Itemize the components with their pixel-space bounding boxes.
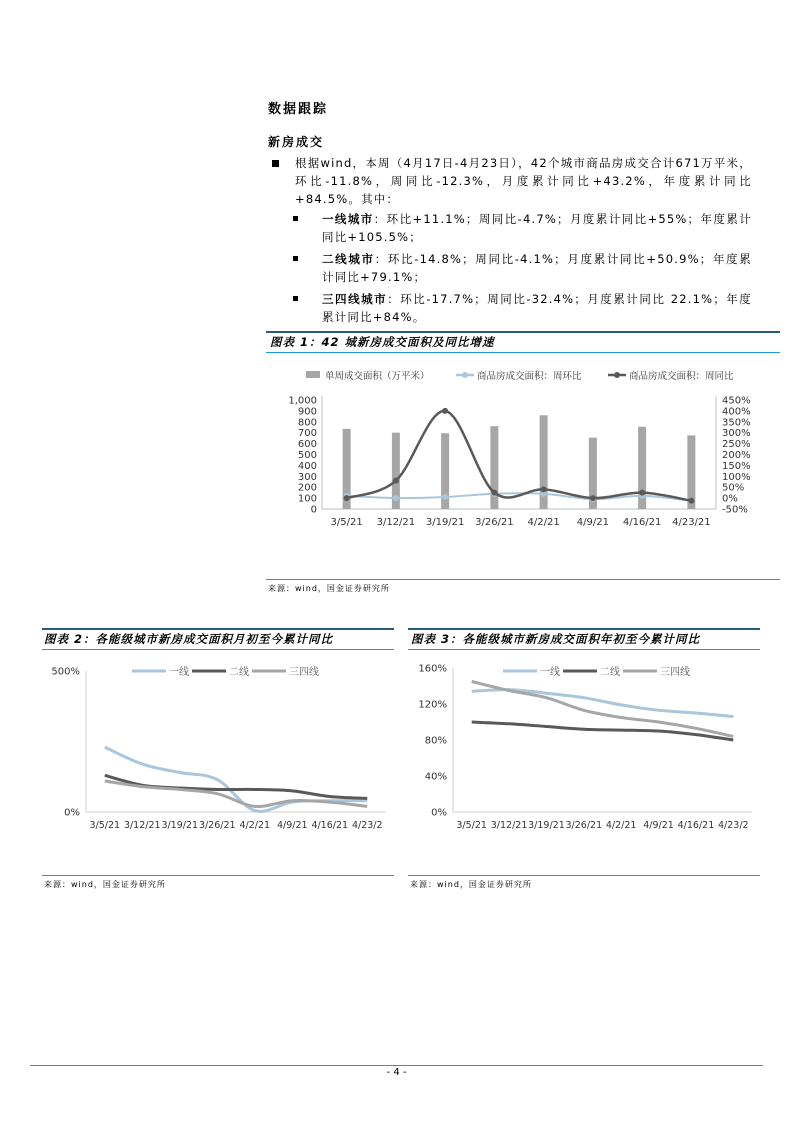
y-right-tick-label: 350% — [722, 417, 751, 429]
figure1-title: 图表 1：42 城新房成交面积及同比增速 — [270, 335, 495, 349]
y-left-tick-label: 800 — [297, 417, 317, 429]
y-right-tick-label: 150% — [722, 460, 751, 472]
y-right-tick-label: 0% — [722, 493, 738, 505]
summary-item-tier3 — [322, 290, 752, 326]
x-tick-label: 4/9/21 — [576, 517, 609, 528]
footer-rule — [30, 1065, 763, 1066]
x-tick-label: 4/2/21 — [239, 820, 271, 831]
x-tick-label: 3/5/21 — [330, 517, 363, 528]
legend-marker — [614, 372, 620, 378]
legend-label: 一线 — [169, 667, 189, 678]
summary-item-label: 三四线城市 — [322, 292, 388, 306]
x-tick-label: 4/23/2 — [718, 820, 749, 831]
series-point — [688, 498, 694, 504]
y-left-tick-label: 100 — [297, 493, 317, 505]
figure1-source: 来源：wind，国金证券研究所 — [268, 584, 390, 593]
series-point — [491, 490, 497, 496]
y-left-tick-label: 600 — [297, 439, 317, 451]
figure-title-rule — [408, 628, 760, 630]
y-left-tick-label: 200 — [297, 482, 317, 494]
series-point — [541, 486, 547, 492]
section-heading: 数据跟踪 — [268, 102, 329, 117]
figure-title-rule — [266, 352, 780, 353]
figure2-chart — [42, 654, 394, 836]
summary-item-tier2 — [322, 250, 752, 286]
figure-title-rule — [42, 649, 394, 650]
x-tick-label: 3/5/21 — [89, 820, 121, 831]
x-tick-label: 3/19/21 — [161, 820, 199, 831]
figure-title-rule — [408, 649, 760, 650]
summary-item-text: ：环比-14.8%；周同比-4.1%；月度累计同比+50.9%；年度累计同比+79.1%； — [322, 252, 752, 284]
summary-item-text: ：环比-17.7%；周同比-32.4%；月度累计同比 22.1%；年度累计同比+84%。 — [322, 292, 753, 324]
legend-label: 二线 — [600, 667, 620, 678]
bullet-square-icon — [293, 256, 298, 261]
x-tick-label: 4/16/21 — [311, 820, 349, 831]
series-line — [472, 722, 734, 740]
y-tick-label: 160% — [418, 663, 447, 675]
y-left-tick-label: 900 — [297, 406, 317, 418]
y-right-tick-label: 400% — [722, 406, 751, 418]
figure3-title: 图表 3：各能级城市新房成交面积年初至今累计同比 — [411, 632, 701, 646]
x-tick-label: 3/12/21 — [376, 517, 416, 528]
x-tick-label: 4/23/21 — [672, 517, 711, 528]
x-tick-label: 3/19/21 — [425, 517, 465, 528]
y-right-tick-label: 50% — [722, 482, 745, 494]
bullet-square-icon — [293, 296, 298, 301]
legend-label: 单周成交面积（万平米） — [325, 371, 430, 382]
x-tick-label: 3/26/21 — [198, 820, 236, 831]
legend-bar-swatch — [306, 371, 320, 378]
figure-source-rule — [266, 579, 780, 580]
series-line — [472, 682, 734, 737]
series-point — [393, 495, 399, 501]
y-right-tick-label: 100% — [722, 471, 751, 483]
subsection-heading: 新房成交 — [268, 135, 325, 149]
y-left-tick-label: 1,000 — [288, 395, 317, 407]
figure2-title: 图表 2：各能级城市新房成交面积月初至今累计同比 — [44, 632, 334, 646]
x-tick-label: 3/12/21 — [490, 820, 528, 831]
legend-label: 商品房成交面积：周同比 — [629, 371, 734, 382]
y-left-tick-label: 0 — [310, 504, 317, 516]
series-point — [344, 495, 350, 501]
figure3-source: 来源：wind，国金证券研究所 — [410, 880, 532, 889]
legend-label: 商品房成交面积：周环比 — [477, 371, 582, 382]
y-tick-label: 40% — [424, 771, 447, 783]
x-tick-label: 4/9/21 — [643, 820, 674, 831]
y-left-tick-label: 300 — [297, 471, 317, 483]
figure3-chart — [408, 654, 760, 836]
summary-item-label: 二线城市 — [322, 252, 375, 266]
y-right-tick-label: 250% — [722, 439, 751, 451]
legend-marker — [462, 372, 468, 378]
figure2-source: 来源：wind，国金证券研究所 — [44, 880, 166, 889]
summary-item-label: 一线城市 — [322, 212, 374, 226]
legend-label: 一线 — [540, 667, 560, 678]
series-point — [442, 494, 448, 500]
series-point — [590, 495, 596, 501]
summary-item-text: ：环比+11.1%；周同比-4.7%；月度累计同比+55%；年度累计同比+105.5%； — [322, 212, 752, 244]
series-point — [442, 408, 448, 414]
figure-title-rule — [266, 331, 780, 333]
summary-item-tier1 — [322, 210, 752, 246]
y-right-tick-label: 200% — [722, 450, 751, 461]
page-number: - 4 - — [386, 1067, 407, 1078]
x-tick-label: 4/16/21 — [622, 517, 662, 528]
bullet-square-icon — [272, 160, 279, 167]
x-tick-label: 4/9/21 — [276, 820, 308, 831]
series-point — [639, 490, 645, 496]
x-tick-label: 3/5/21 — [456, 820, 487, 831]
bullet-square-icon — [293, 216, 298, 221]
y-left-tick-label: 500 — [297, 450, 317, 461]
figure-source-rule — [408, 875, 760, 876]
y-left-tick-label: 400 — [297, 460, 317, 472]
y-right-tick-label: 300% — [722, 428, 751, 440]
x-tick-label: 3/26/21 — [475, 517, 514, 528]
figure-source-rule — [42, 875, 394, 876]
figure1-chart — [266, 358, 780, 578]
y-left-tick-label: 700 — [297, 428, 317, 440]
y-tick-label: 500% — [51, 666, 80, 678]
legend-label: 二线 — [229, 667, 249, 678]
x-tick-label: 4/23/2 — [351, 820, 383, 831]
x-tick-label: 3/19/21 — [528, 820, 565, 831]
x-tick-label: 4/2/21 — [527, 517, 560, 528]
figure-title-rule — [42, 628, 394, 630]
y-tick-label: 80% — [424, 735, 447, 747]
series-point — [393, 478, 399, 484]
y-right-tick-label: 450% — [722, 395, 751, 407]
y-tick-label: 0% — [431, 807, 447, 819]
y-right-tick-label: -50% — [722, 504, 748, 516]
legend-label: 三四线 — [660, 667, 690, 678]
x-tick-label: 4/16/21 — [677, 820, 715, 831]
series-line — [472, 690, 734, 717]
y-tick-label: 120% — [418, 699, 447, 711]
legend-label: 三四线 — [289, 667, 319, 678]
y-tick-label: 0% — [64, 807, 80, 819]
x-tick-label: 4/2/21 — [605, 820, 637, 831]
x-tick-label: 3/26/21 — [565, 820, 603, 831]
x-tick-label: 3/12/21 — [123, 820, 161, 831]
summary-lead: 根据wind，本周（4月17日-4月23日），42个城市商品房成交合计671万平米，环比-11.8%，周同比-12.3%，月度累计同比+43.2%，年度累计同比+84.5%。其中： — [295, 156, 752, 206]
